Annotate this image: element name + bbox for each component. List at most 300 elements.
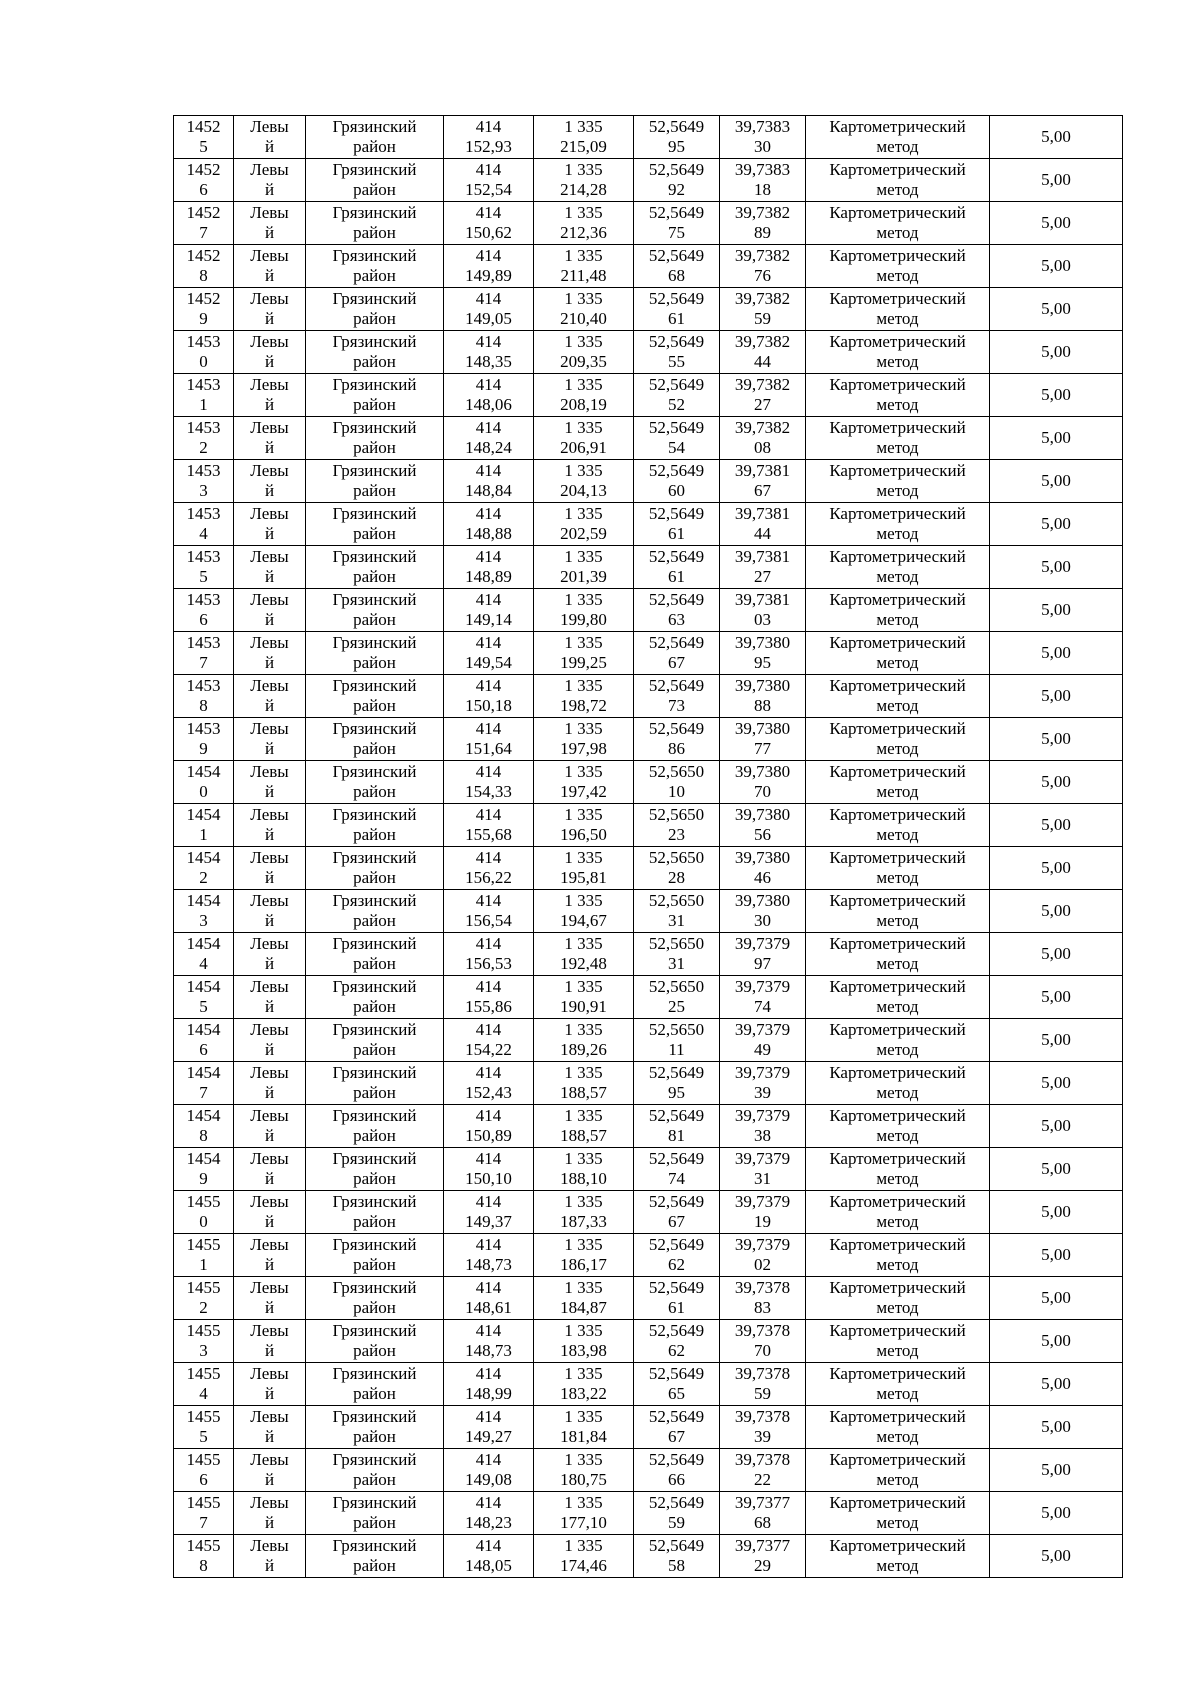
cell-text-line: Левы	[250, 375, 289, 394]
cell-text-line: метод	[876, 137, 919, 156]
cell-text-line: метод	[876, 825, 919, 844]
cell-text-line: 414	[475, 719, 502, 738]
method-cell	[806, 503, 990, 546]
method-cell	[806, 1535, 990, 1578]
cell-text-line: район	[353, 653, 396, 672]
cell-text-line: 52,5649	[648, 719, 705, 738]
method-cell	[806, 1105, 990, 1148]
bank-side-cell	[234, 1363, 306, 1406]
table-row	[174, 1449, 1123, 1492]
cell-text-line: 1 335	[564, 1407, 603, 1426]
x-coordinate-cell	[444, 1320, 534, 1363]
cell-text-line: Левы	[250, 977, 289, 996]
cell-text-line: 199,25	[560, 653, 607, 672]
cell-text-line: 1454	[186, 1020, 221, 1039]
method-cell	[806, 976, 990, 1019]
x-coordinate-cell	[444, 1019, 534, 1062]
longitude-cell	[720, 374, 806, 417]
cell-text-line: 86	[668, 739, 685, 758]
cell-text-line: 183,98	[560, 1341, 607, 1360]
longitude-cell	[720, 159, 806, 202]
cell-text-line: Картометрический	[829, 676, 966, 695]
accuracy-cell: 5,00	[990, 159, 1123, 202]
cell-text-line: 92	[668, 180, 685, 199]
y-coordinate-cell	[534, 632, 634, 675]
cell-text-line: район	[353, 911, 396, 930]
cell-text-line: 59	[754, 309, 771, 328]
cell-text-line: 4	[199, 1384, 208, 1403]
method-cell	[806, 417, 990, 460]
table-row	[174, 976, 1123, 1019]
cell-text-line: Левы	[250, 461, 289, 480]
cell-text-line: 2	[199, 438, 208, 457]
y-coordinate-cell	[534, 460, 634, 503]
cell-text-line: й	[264, 309, 275, 328]
cell-text-line: Грязинский	[332, 1020, 417, 1039]
accuracy-cell: 5,00	[990, 1449, 1123, 1492]
cell-text-line: район	[353, 180, 396, 199]
point-number-cell	[174, 718, 234, 761]
x-coordinate-cell	[444, 1277, 534, 1320]
cell-text-line: 52,5649	[648, 676, 705, 695]
cell-text-line: 52,5649	[648, 1536, 705, 1555]
cell-text-line: 148,73	[465, 1341, 512, 1360]
cell-text-line: 414	[475, 1450, 502, 1469]
cell-text-line: район	[353, 1126, 396, 1145]
latitude-cell	[634, 804, 720, 847]
cell-text-line: 414	[475, 1493, 502, 1512]
cell-text-line: 414	[475, 1321, 502, 1340]
cell-text-line: 1453	[186, 504, 221, 523]
cell-text-line: 55	[668, 352, 685, 371]
cell-text-line: метод	[876, 567, 919, 586]
cell-text-line: метод	[876, 696, 919, 715]
cell-text-line: Грязинский	[332, 1493, 417, 1512]
district-cell	[306, 1492, 444, 1535]
district-cell	[306, 933, 444, 976]
cell-text-line: 39,7382	[734, 289, 791, 308]
cell-text-line: Грязинский	[332, 1063, 417, 1082]
cell-text-line: метод	[876, 782, 919, 801]
cell-text-line: Картометрический	[829, 504, 966, 523]
cell-text-line: 206,91	[560, 438, 607, 457]
cell-text-line: метод	[876, 610, 919, 629]
table-row	[174, 1105, 1123, 1148]
cell-text-line: Картометрический	[829, 805, 966, 824]
cell-text-line: й	[264, 481, 275, 500]
cell-text-line: 186,17	[560, 1255, 607, 1274]
cell-text-line: Картометрический	[829, 461, 966, 480]
y-coordinate-cell	[534, 804, 634, 847]
district-cell	[306, 288, 444, 331]
latitude-cell	[634, 116, 720, 159]
cell-text-line: Картометрический	[829, 547, 966, 566]
accuracy-cell: 5,00	[990, 245, 1123, 288]
cell-text-line: 1453	[186, 719, 221, 738]
cell-text-line: 212,36	[560, 223, 607, 242]
longitude-cell	[720, 589, 806, 632]
cell-text-line: 150,18	[465, 696, 512, 715]
table-row	[174, 1492, 1123, 1535]
cell-text-line: 39,7378	[734, 1450, 791, 1469]
cell-text-line: 52,5650	[648, 762, 705, 781]
cell-text-line: 30	[754, 137, 771, 156]
cell-text-line: 52,5649	[648, 1063, 705, 1082]
cell-text-line: й	[264, 266, 275, 285]
cell-text-line: Левы	[250, 762, 289, 781]
cell-text-line: 39,7379	[734, 1149, 791, 1168]
table-row	[174, 503, 1123, 546]
cell-text-line: 414	[475, 891, 502, 910]
cell-text-line: 414	[475, 805, 502, 824]
cell-text-line: 52,5650	[648, 891, 705, 910]
cell-text-line: район	[353, 1255, 396, 1274]
cell-text-line: Левы	[250, 1536, 289, 1555]
latitude-cell	[634, 976, 720, 1019]
cell-text-line: 151,64	[465, 739, 512, 758]
cell-text-line: 149,27	[465, 1427, 512, 1446]
cell-text-line: 52,5649	[648, 504, 705, 523]
longitude-cell	[720, 331, 806, 374]
x-coordinate-cell	[444, 116, 534, 159]
cell-text-line: 7	[199, 1083, 208, 1102]
cell-text-line: 199,80	[560, 610, 607, 629]
cell-text-line: 1 335	[564, 1278, 603, 1297]
cell-text-line: 414	[475, 1364, 502, 1383]
cell-text-line: 148,35	[465, 352, 512, 371]
longitude-cell	[720, 632, 806, 675]
cell-text-line: 3	[199, 481, 208, 500]
x-coordinate-cell	[444, 847, 534, 890]
method-cell	[806, 847, 990, 890]
y-coordinate-cell	[534, 1234, 634, 1277]
cell-text-line: метод	[876, 1384, 919, 1403]
x-coordinate-cell	[444, 632, 534, 675]
cell-text-line: 414	[475, 289, 502, 308]
method-cell	[806, 116, 990, 159]
method-cell	[806, 1019, 990, 1062]
cell-text-line: метод	[876, 309, 919, 328]
point-number-cell	[174, 202, 234, 245]
cell-text-line: Картометрический	[829, 633, 966, 652]
cell-text-line: 414	[475, 1149, 502, 1168]
cell-text-line: 197,42	[560, 782, 607, 801]
point-number-cell	[174, 589, 234, 632]
cell-text-line: район	[353, 1040, 396, 1059]
latitude-cell	[634, 1148, 720, 1191]
table-row	[174, 1535, 1123, 1578]
y-coordinate-cell	[534, 159, 634, 202]
accuracy-cell: 5,00	[990, 503, 1123, 546]
point-number-cell	[174, 933, 234, 976]
latitude-cell	[634, 1535, 720, 1578]
cell-text-line: 67	[668, 653, 685, 672]
longitude-cell	[720, 202, 806, 245]
cell-text-line: 63	[668, 610, 685, 629]
cell-text-line: 5	[199, 1427, 208, 1446]
cell-text-line: 52,5649	[648, 547, 705, 566]
cell-text-line: 187,33	[560, 1212, 607, 1231]
cell-text-line: 149,05	[465, 309, 512, 328]
cell-text-line: й	[264, 1556, 275, 1575]
accuracy-cell: 5,00	[990, 890, 1123, 933]
cell-text-line: 148,24	[465, 438, 512, 457]
table-row	[174, 417, 1123, 460]
cell-text-line: 95	[668, 1083, 685, 1102]
district-cell	[306, 1019, 444, 1062]
accuracy-cell: 5,00	[990, 546, 1123, 589]
y-coordinate-cell	[534, 1191, 634, 1234]
cell-text-line: 56	[754, 825, 771, 844]
latitude-cell	[634, 374, 720, 417]
bank-side-cell	[234, 1492, 306, 1535]
cell-text-line: 414	[475, 375, 502, 394]
district-cell	[306, 890, 444, 933]
table-row	[174, 675, 1123, 718]
cell-text-line: Левы	[250, 1235, 289, 1254]
latitude-cell	[634, 1363, 720, 1406]
cell-text-line: 52,5650	[648, 805, 705, 824]
cell-text-line: 202,59	[560, 524, 607, 543]
cell-text-line: 4	[199, 524, 208, 543]
cell-text-line: 39,7377	[734, 1536, 791, 1555]
point-number-cell	[174, 1449, 234, 1492]
table-row	[174, 460, 1123, 503]
cell-text-line: 67	[668, 1427, 685, 1446]
cell-text-line: 0	[199, 352, 208, 371]
cell-text-line: 39,7379	[734, 1063, 791, 1082]
cell-text-line: район	[353, 1556, 396, 1575]
cell-text-line: 414	[475, 1536, 502, 1555]
cell-text-line: 188,57	[560, 1126, 607, 1145]
accuracy-cell: 5,00	[990, 1535, 1123, 1578]
table-row	[174, 1062, 1123, 1105]
cell-text-line: 54	[668, 438, 685, 457]
cell-text-line: й	[264, 1169, 275, 1188]
latitude-cell	[634, 331, 720, 374]
cell-text-line: 39,7380	[734, 762, 791, 781]
cell-text-line: Грязинский	[332, 1192, 417, 1211]
table-row	[174, 589, 1123, 632]
cell-text-line: й	[264, 782, 275, 801]
cell-text-line: 61	[668, 1298, 685, 1317]
cell-text-line: 211,48	[560, 266, 607, 285]
cell-text-line: й	[264, 1513, 275, 1532]
table-row	[174, 933, 1123, 976]
cell-text-line: Картометрический	[829, 375, 966, 394]
cell-text-line: 65	[668, 1384, 685, 1403]
table-row	[174, 1191, 1123, 1234]
cell-text-line: Грязинский	[332, 1321, 417, 1340]
district-cell	[306, 1320, 444, 1363]
cell-text-line: 188,57	[560, 1083, 607, 1102]
cell-text-line: 31	[668, 911, 685, 930]
cell-text-line: й	[264, 911, 275, 930]
longitude-cell	[720, 1234, 806, 1277]
cell-text-line: 52,5649	[648, 1364, 705, 1383]
cell-text-line: район	[353, 309, 396, 328]
cell-text-line: Грязинский	[332, 160, 417, 179]
cell-text-line: 414	[475, 762, 502, 781]
cell-text-line: 1453	[186, 375, 221, 394]
method-cell	[806, 1406, 990, 1449]
cell-text-line: 61	[668, 309, 685, 328]
table-row	[174, 288, 1123, 331]
cell-text-line: 148,73	[465, 1255, 512, 1274]
cell-text-line: Грязинский	[332, 891, 417, 910]
cell-text-line: 52,5649	[648, 332, 705, 351]
cell-text-line: 52,5649	[648, 633, 705, 652]
cell-text-line: 1 335	[564, 891, 603, 910]
latitude-cell	[634, 1191, 720, 1234]
cell-text-line: 1453	[186, 633, 221, 652]
district-cell	[306, 675, 444, 718]
longitude-cell	[720, 847, 806, 890]
cell-text-line: 414	[475, 160, 502, 179]
cell-text-line: 52,5649	[648, 1407, 705, 1426]
cell-text-line: район	[353, 954, 396, 973]
y-coordinate-cell	[534, 1019, 634, 1062]
table-row	[174, 202, 1123, 245]
cell-text-line: 3	[199, 911, 208, 930]
cell-text-line: Грязинский	[332, 633, 417, 652]
cell-text-line: 1 335	[564, 977, 603, 996]
cell-text-line: район	[353, 1212, 396, 1231]
cell-text-line: 39	[754, 1083, 771, 1102]
accuracy-cell: 5,00	[990, 288, 1123, 331]
point-number-cell	[174, 503, 234, 546]
cell-text-line: 1	[199, 395, 208, 414]
point-number-cell	[174, 116, 234, 159]
cell-text-line: метод	[876, 1212, 919, 1231]
cell-text-line: 39,7378	[734, 1278, 791, 1297]
bank-side-cell	[234, 589, 306, 632]
method-cell	[806, 933, 990, 976]
cell-text-line: Картометрический	[829, 117, 966, 136]
bank-side-cell	[234, 933, 306, 976]
cell-text-line: 2	[199, 868, 208, 887]
method-cell	[806, 1191, 990, 1234]
cell-text-line: й	[264, 352, 275, 371]
cell-text-line: 148,23	[465, 1513, 512, 1532]
latitude-cell	[634, 1062, 720, 1105]
cell-text-line: Картометрический	[829, 1235, 966, 1254]
cell-text-line: й	[264, 653, 275, 672]
cell-text-line: 75	[668, 223, 685, 242]
latitude-cell	[634, 245, 720, 288]
cell-text-line: й	[264, 524, 275, 543]
cell-text-line: 414	[475, 461, 502, 480]
cell-text-line: 188,10	[560, 1169, 607, 1188]
cell-text-line: Левы	[250, 719, 289, 738]
cell-text-line: 10	[668, 782, 685, 801]
cell-text-line: 1 335	[564, 1364, 603, 1383]
cell-text-line: 52,5649	[648, 461, 705, 480]
latitude-cell	[634, 546, 720, 589]
district-cell	[306, 589, 444, 632]
table-row	[174, 1363, 1123, 1406]
y-coordinate-cell	[534, 761, 634, 804]
cell-text-line: 67	[754, 481, 771, 500]
cell-text-line: 1454	[186, 934, 221, 953]
cell-text-line: 1452	[186, 203, 221, 222]
method-cell	[806, 1320, 990, 1363]
cell-text-line: район	[353, 1341, 396, 1360]
table-row	[174, 331, 1123, 374]
cell-text-line: 180,75	[560, 1470, 607, 1489]
cell-text-line: 194,67	[560, 911, 607, 930]
cell-text-line: 38	[754, 1126, 771, 1145]
accuracy-cell: 5,00	[990, 1148, 1123, 1191]
cell-text-line: Картометрический	[829, 418, 966, 437]
cell-text-line: 1 335	[564, 676, 603, 695]
x-coordinate-cell	[444, 718, 534, 761]
cell-text-line: 1	[199, 1255, 208, 1274]
bank-side-cell	[234, 116, 306, 159]
point-number-cell	[174, 632, 234, 675]
cell-text-line: 1454	[186, 848, 221, 867]
cell-text-line: 1455	[186, 1364, 221, 1383]
point-number-cell	[174, 1277, 234, 1320]
district-cell	[306, 976, 444, 1019]
accuracy-cell: 5,00	[990, 632, 1123, 675]
accuracy-cell: 5,00	[990, 417, 1123, 460]
cell-text-line: район	[353, 1083, 396, 1102]
cell-text-line: 95	[754, 653, 771, 672]
cell-text-line: 52,5650	[648, 934, 705, 953]
latitude-cell	[634, 933, 720, 976]
table-row	[174, 632, 1123, 675]
point-number-cell	[174, 1234, 234, 1277]
cell-text-line: Картометрический	[829, 719, 966, 738]
cell-text-line: 174,46	[560, 1556, 607, 1575]
accuracy-cell: 5,00	[990, 460, 1123, 503]
y-coordinate-cell	[534, 116, 634, 159]
cell-text-line: Картометрический	[829, 1407, 966, 1426]
cell-text-line: Левы	[250, 332, 289, 351]
cell-text-line: 5	[199, 567, 208, 586]
cell-text-line: 1 335	[564, 934, 603, 953]
cell-text-line: Картометрический	[829, 332, 966, 351]
x-coordinate-cell	[444, 417, 534, 460]
cell-text-line: 08	[754, 438, 771, 457]
district-cell	[306, 1406, 444, 1449]
longitude-cell	[720, 1363, 806, 1406]
district-cell	[306, 1363, 444, 1406]
cell-text-line: Левы	[250, 1149, 289, 1168]
cell-text-line: 1 335	[564, 719, 603, 738]
cell-text-line: й	[264, 868, 275, 887]
cell-text-line: Левы	[250, 848, 289, 867]
cell-text-line: 39,7381	[734, 461, 791, 480]
cell-text-line: метод	[876, 1255, 919, 1274]
latitude-cell	[634, 202, 720, 245]
latitude-cell	[634, 632, 720, 675]
x-coordinate-cell	[444, 1191, 534, 1234]
cell-text-line: метод	[876, 911, 919, 930]
bank-side-cell	[234, 374, 306, 417]
method-cell	[806, 1148, 990, 1191]
cell-text-line: 152,93	[465, 137, 512, 156]
method-cell	[806, 202, 990, 245]
cell-text-line: Грязинский	[332, 461, 417, 480]
x-coordinate-cell	[444, 374, 534, 417]
cell-text-line: Левы	[250, 1278, 289, 1297]
cell-text-line: метод	[876, 1427, 919, 1446]
cell-text-line: Картометрический	[829, 1149, 966, 1168]
cell-text-line: 52,5650	[648, 848, 705, 867]
cell-text-line: район	[353, 352, 396, 371]
